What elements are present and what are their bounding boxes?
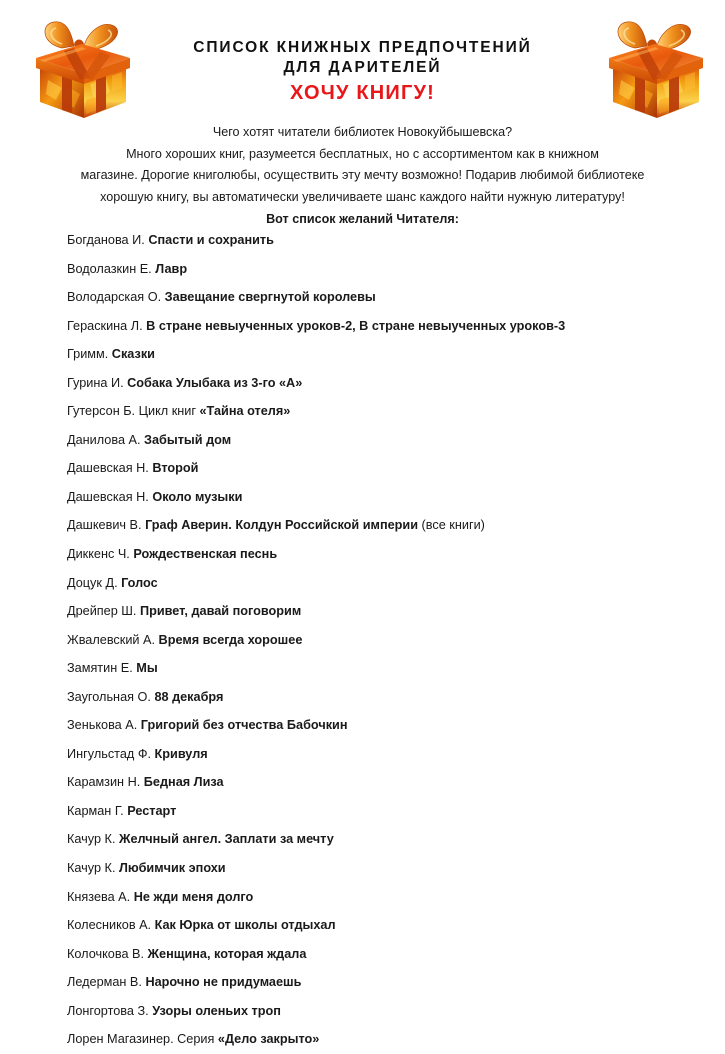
book-title: Второй	[152, 461, 199, 476]
book-author: Колесников А.	[67, 918, 155, 933]
list-item	[67, 997, 701, 1026]
book-author: Колочкова В.	[67, 946, 148, 961]
list-item	[67, 397, 701, 426]
list-item	[67, 854, 701, 883]
book-author: Доцук Д.	[67, 575, 122, 590]
book-title: Кривуля	[154, 746, 208, 761]
book-note: (все книги)	[418, 518, 485, 533]
title-slogan: ХОЧУ КНИГУ!	[289, 82, 436, 104]
list-item	[67, 312, 701, 341]
document-header	[0, 0, 725, 122]
book-author: Качур К.	[67, 832, 120, 847]
book-wish-list	[67, 226, 701, 1054]
book-author: Карамзин Н.	[67, 775, 144, 790]
book-author: Дашевская Н.	[67, 489, 153, 504]
book-author: Ледерман В.	[67, 975, 146, 990]
wish-list-heading: Вот список желаний Читателя:	[266, 212, 459, 226]
book-title: Забытый дом	[144, 432, 232, 447]
book-title: Спасти и сохранить	[148, 233, 274, 247]
book-title: Как Юрка от школы отдыхал	[154, 918, 336, 933]
book-author: Диккенс Ч.	[67, 547, 134, 562]
book-author: Дашкевич В.	[67, 518, 146, 533]
list-item	[67, 626, 701, 655]
list-item	[67, 768, 701, 797]
book-title: Привет, давай поговорим	[139, 604, 302, 619]
list-item	[67, 740, 701, 769]
list-item	[67, 569, 701, 598]
gift-box-icon	[22, 14, 134, 124]
book-title: Григорий без отчества Бабочкин	[140, 718, 348, 733]
book-title: Граф Аверин. Колдун Российской империи	[145, 518, 419, 533]
list-item	[67, 683, 701, 712]
book-title: Около музыки	[152, 489, 243, 504]
book-title: Собака Улыбака из 3-го «А»	[127, 375, 303, 390]
list-item	[67, 968, 701, 997]
list-item	[67, 283, 701, 312]
book-author: Водолазкин Е.	[67, 261, 156, 276]
book-title: Сказки	[111, 347, 155, 362]
list-item	[67, 369, 701, 398]
title-line-1: СПИСОК КНИЖНЫХ ПРЕДПОЧТЕНИЙ	[193, 39, 532, 56]
book-title: Рождественская песнь	[133, 547, 278, 562]
book-title: Женщина, которая ждала	[147, 946, 307, 961]
book-title: «Дело закрыто»	[217, 1032, 320, 1047]
book-author: Зенькова А.	[67, 718, 141, 733]
list-item	[67, 226, 701, 255]
intro-line-3: магазине. Дорогие книголюбы, осуществить эту мечту возможно! Подарив любимой библиотеке	[80, 168, 645, 182]
book-author: Дашевская Н.	[67, 461, 153, 476]
list-item	[67, 511, 701, 540]
book-author: Качур К.	[67, 861, 120, 876]
book-title: Желчный ангел. Заплати за мечту	[119, 832, 334, 847]
book-author: Володарская О.	[67, 290, 165, 305]
gift-box-icon	[595, 14, 707, 124]
book-author: Ингульстад Ф.	[67, 746, 155, 761]
book-title: Время всегда хорошее	[158, 632, 303, 647]
book-title: Нарочно не придумаешь	[145, 975, 302, 990]
list-item	[67, 911, 701, 940]
list-item	[67, 825, 701, 854]
book-author: Князева А.	[67, 889, 134, 904]
book-author: Замятин Е.	[67, 661, 137, 676]
book-author: Данилова А.	[67, 432, 145, 447]
book-title: «Тайна отеля»	[199, 404, 291, 419]
book-title: Не жди меня долго	[133, 889, 254, 904]
list-item	[67, 426, 701, 455]
book-title: Рестарт	[127, 803, 177, 818]
book-author: Лонгортова З.	[67, 1003, 153, 1018]
book-author: Карман Г.	[67, 803, 128, 818]
list-item	[67, 540, 701, 569]
book-author: Богданова И.	[67, 233, 149, 247]
list-item	[67, 940, 701, 969]
intro-line-4: хорошую книгу, вы автоматически увеличиваете шанс каждого найти нужную литературу!	[100, 189, 625, 204]
book-title: Бедная Лиза	[143, 775, 224, 790]
book-author: Лорен Магазинер. Серия	[67, 1032, 218, 1047]
list-item	[67, 654, 701, 683]
book-author: Дрейпер Ш.	[67, 604, 140, 619]
book-title: Завещание свергнутой королевы	[164, 290, 376, 305]
list-item	[67, 255, 701, 284]
book-title: Любимчик эпохи	[119, 861, 226, 876]
book-author: Жвалевский А.	[67, 632, 159, 647]
book-title: Мы	[136, 661, 158, 676]
book-title: 88 декабря	[154, 689, 224, 704]
page-title	[150, 38, 575, 106]
book-title: Голос	[121, 575, 158, 590]
book-title: Лавр	[155, 261, 188, 276]
list-item	[67, 483, 701, 512]
list-item	[67, 340, 701, 369]
title-line-2: ДЛЯ ДАРИТЕЛЕЙ	[283, 59, 442, 76]
list-item	[67, 597, 701, 626]
book-title: В стране невыученных уроков-2, В стране невыученных уроков-3	[146, 318, 566, 333]
book-author: Гурина И.	[67, 375, 128, 390]
book-author: Гримм.	[67, 347, 112, 362]
book-author: Гутерсон Б. Цикл книг	[67, 404, 200, 419]
intro-line-1: Чего хотят читатели библиотек Новокуйбышевска?	[212, 125, 513, 139]
list-item	[67, 454, 701, 483]
list-item	[67, 711, 701, 740]
book-title: Узоры оленьих троп	[152, 1003, 281, 1018]
list-item	[67, 797, 701, 826]
intro-paragraph	[58, 122, 668, 231]
list-item	[67, 883, 701, 912]
list-item	[67, 1025, 701, 1054]
intro-line-2: Много хороших книг, разумеется бесплатных, но с ассортиментом как в книжном	[126, 146, 599, 161]
book-author: Заугольная О.	[67, 689, 155, 704]
book-author: Гераскина Л.	[67, 318, 147, 333]
